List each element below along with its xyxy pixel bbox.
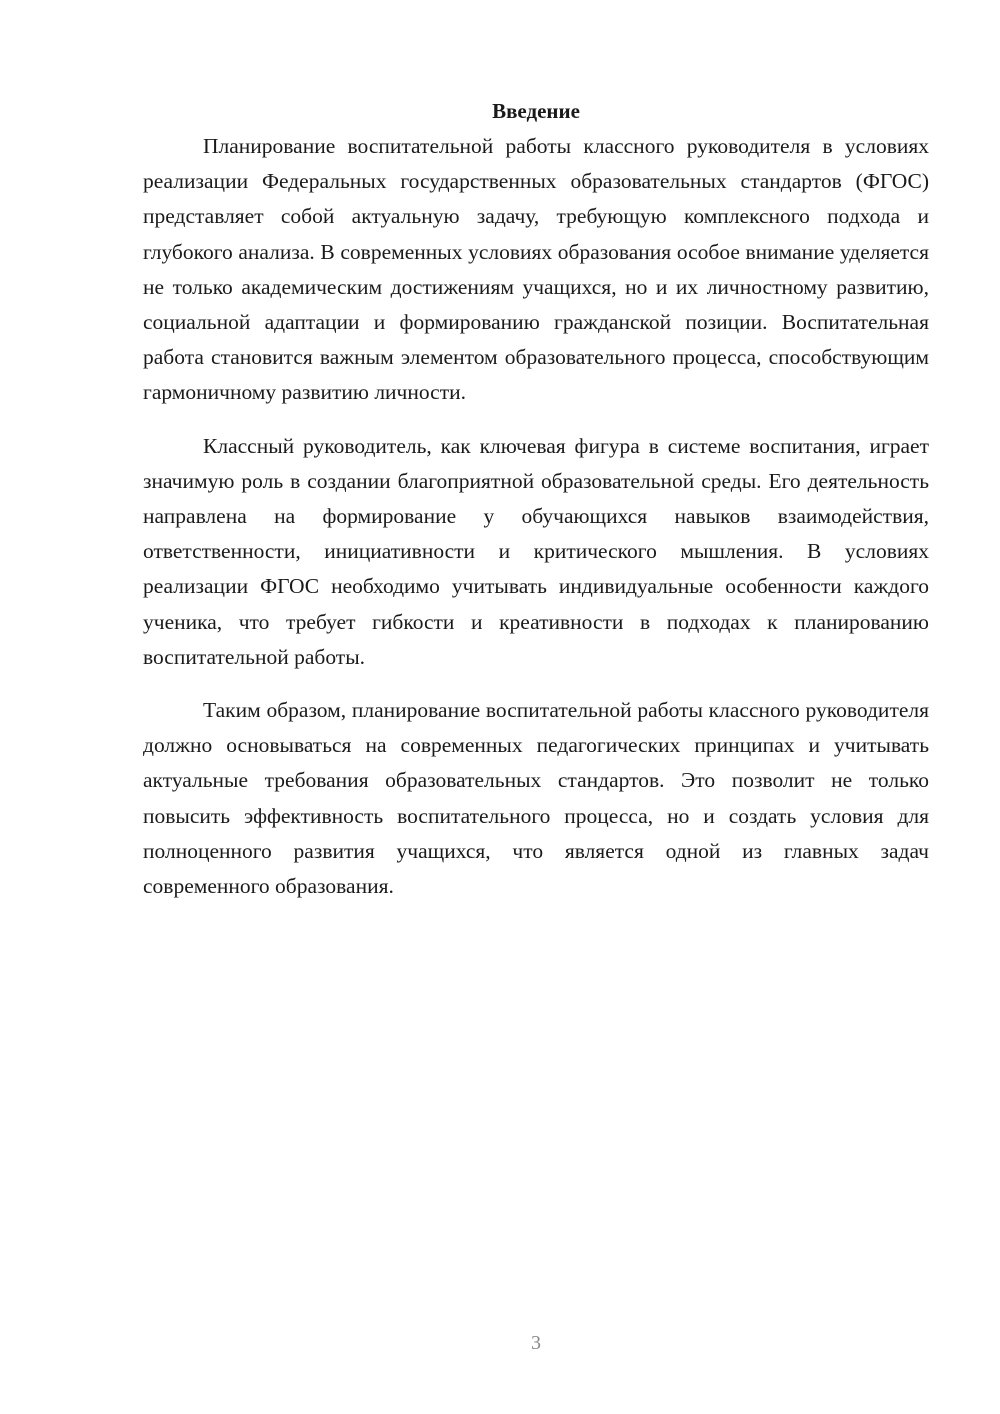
paragraph-3: Таким образом, планирование воспитательной работы классного руководителя должно основываться на современных педагогических принципах и учитывать актуальные требования образовательных стандартов. Это позволит не только повысить эффективность воспитательного процесса, но и создать условия для полноценного развития учащихся, что является одной из главных задач современного образования. [143, 698, 929, 899]
paragraph-2: Классный руководитель, как ключевая фигура в системе воспитания, играет значимую роль в создании благоприятной образовательной среды. Его деятельность направлена на формирование у обучающихся навыков взаимодействия, ответственности, инициативности и критического мышления. В условиях реализации ФГОС необходимо учитывать индивидуальные особенности каждого ученика, что требует гибкости и креативности в подходах к планированию воспитательной работы. [143, 433, 929, 669]
paragraph-1: Планирование воспитательной работы классного руководителя в условиях реализации Федеральных государственных образовательных стандартов (ФГОС) представляет собой актуальную задачу, требующую комплексного подхода и глубокого анализа. В современных условиях образования особое внимание уделяется не только академическим достижениям учащихся, но и их личностному развитию, социальной адаптации и формированию гражданской позиции. Воспитательная работа становится важным элементом образовательного процесса, способствующим гармоничному развитию личности. [143, 134, 929, 405]
section-title: Введение [492, 99, 580, 123]
page-content [143, 94, 929, 922]
page-number: 3 [531, 1332, 541, 1354]
